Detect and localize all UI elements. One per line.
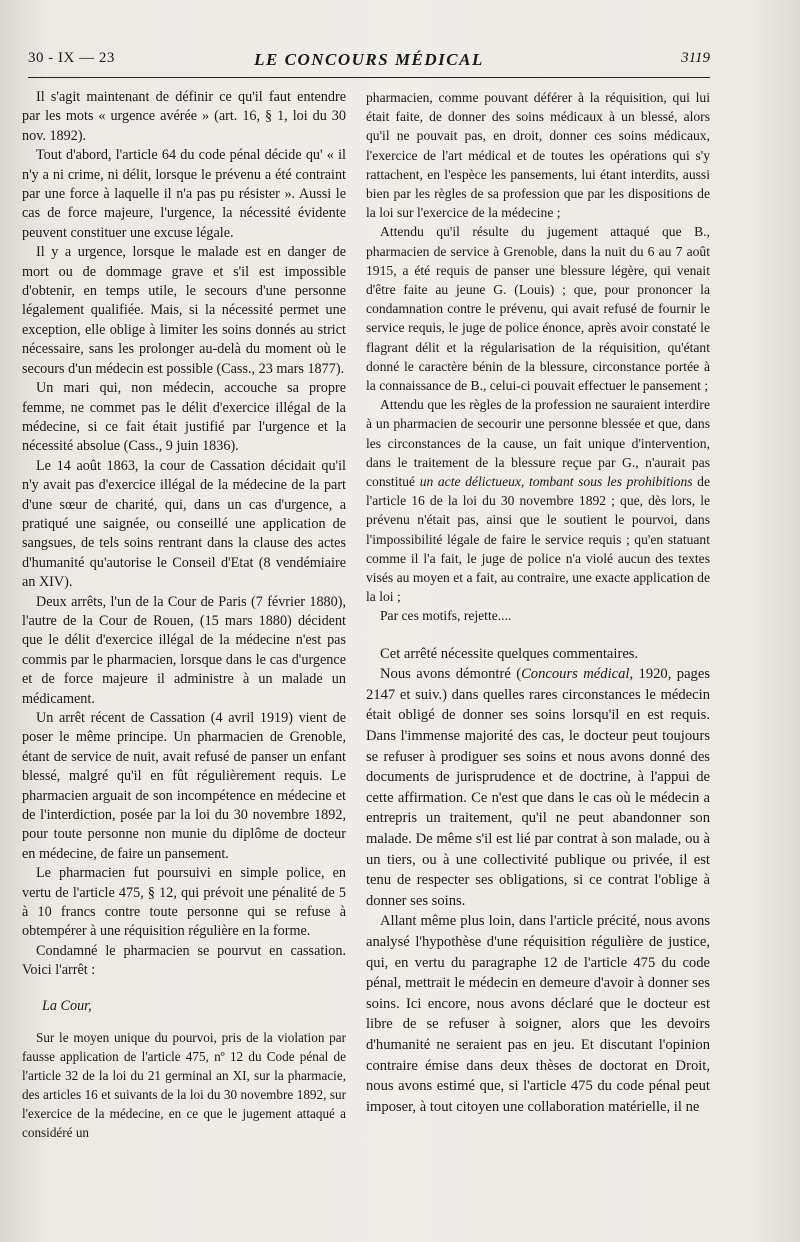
judgment-text: Sur le moyen unique du pourvoi, pris de la violation par fausse application de l'article 475, nº 12 du Code pénal de l'article 32 de la loi du 21 germinal an XI, sur la pharmacie, des articles 16 et suivants de la loi du 30 novembre 1892, sur l'exercice de la médecine, en ce que le jugement attaqué a considéré un — [22, 1030, 346, 1141]
paragraph: Il s'agit maintenant de définir ce qu'il faut entendre par les mots « urgence avérée » (art. 16, § 1, loi du 30 nov. 1892). — [22, 89, 346, 144]
commentary-text: , 1920, pages 2147 et suiv.) dans quelles rares circonstances le médecin était obligé de donner ses soins lorsqu'il en est requis. Dans l'immense majorité des cas, le docteur peut toujours se refuser à prodiguer ses soins et nous avons donné des documents de jurisprudence et de doctrine, à l'appui de cette affirmation. Ce n'est que dans le cas où le médecin a entrepris un traitement, qu'il ne peut abandonner son malade. De même s'il est lié par contrat à son malade, ou à un tiers, ou à une collectivité publique ou privée, il est tenu de respecter ses obligations, si ce contrat l'oblige à donner ses soins. — [366, 666, 710, 909]
left-column — [22, 88, 346, 1142]
judgment-closing: Par ces motifs, rejette.... — [380, 608, 512, 624]
page-header — [28, 50, 710, 74]
commentary-paragraph — [366, 664, 710, 911]
right-column — [366, 88, 710, 1117]
judgment-paragraph — [366, 395, 710, 606]
issue-number: 30 - IX — 23 — [28, 50, 115, 66]
journal-title: LE CONCOURS MÉDICAL — [254, 50, 484, 69]
commentary-paragraph: Cet arrêté nécessite quelques commentaires. — [380, 645, 639, 662]
paragraph: Le 14 août 1863, la cour de Cassation décidait qu'il n'y avait pas d'exercice illégal de la médecine de la part d'une sœur de charité, qui, dans un cas d'urgence, a pratiqué une saignée, ou conseillé une application de sangsues, de tels soins rentrant dans la clause des actes d'humanité qu'autorise le Conseil d'Etat (8 vendémiaire an XIV). — [22, 457, 346, 591]
judgment-text: Attendu que les règles de la profession ne sauraient interdire à un pharmacien de secourir une personne blessée et que, dans les circonstances de la cause, un fait unique d'intervention, dans le traitement de la blessure reçue par G., n'aurait pas constitué — [366, 397, 710, 490]
commentary-text: Nous avons démontré ( — [380, 666, 522, 683]
page-number: 3119 — [681, 50, 710, 66]
court-heading: La Cour, — [42, 997, 92, 1014]
paragraph: Un mari qui, non médecin, accouche sa propre femme, ne commet pas le délit d'exercice illégal de la médecine, si ce fait était justifié par l'urgence et la nécessité absolue (Cass., 9 juin 1836). — [22, 380, 346, 455]
judgment-paragraph: pharmacien, comme pouvant déférer à la réquisition, qui lui était faite, de donner des soins médicaux à un blessé, alors qu'il ne pouvait pas, en droit, donner ces soins médicaux, l'exercice de l'art médical et de toutes les opérations qui s'y rattachent, en l'espèce les pansements, lui étant interdits, aussi bien par les règles de sa profession que par les dispositions de la loi sur l'exercice de la médecine ; — [366, 90, 710, 221]
header-rule — [28, 77, 710, 78]
judgment-text: de l'article 16 de la loi du 30 novembre 1892 ; que, dès lors, le prévenu n'était pas, ainsi que le soutient le pourvoi, dans l'impossibilité légale de faire le service requis ; qu'en statuant comme il l'a fait, le juge de police n'a violé aucun des textes visés au moyen et a fait, au contraire, une exacte application de la loi ; — [366, 474, 710, 605]
judgment-paragraph: Attendu qu'il résulte du jugement attaqué que B., pharmacien de service à Grenoble, dans la nuit du 6 au 7 août 1915, a été requis de panser une blessure légère, qui venait d'être faite au jeune G. (Louis) ; que, pour prononcer la condamnation contre le prévenu, qui avait refusé de fournir le service requis, le juge de police énonce, après avoir constaté le flagrant délit et la régularisation de la réquisition, qu'étant donné le caractère bénin de la blessure, circonstance portée à la connaissance de B., celui-ci pouvait effectuer le pansement ; — [366, 224, 710, 394]
paragraph: Deux arrêts, l'un de la Cour de Paris (7 février 1880), l'autre de la Cour de Rouen, (15 mars 1880) décident que le délit d'exercice illégal de la médecine n'est pas commis par le pharmacien, lorsque dans le cas d'urgence et de force majeure il administre à un malade un médicament. — [22, 593, 346, 707]
paragraph: Le pharmacien fut poursuivi en simple police, en vertu de l'article 475, § 12, qui prévoit une pénalité de 5 à 10 francs contre toute personne qui se refuse à obtempérer à une réquisition régulière en la forme. — [22, 865, 346, 940]
journal-citation: Concours médical — [521, 666, 630, 683]
paragraph: Il y a urgence, lorsque le malade est en danger de mort ou de dommage grave et s'il est impossible d'obtenir, en temps utile, le secours d'une personne légalement qualifiée. Mais, si la nécessité permet une exception, elle oblige à limiter les soins donnés au strict nécessaire, sans les prolonger au-delà du moment où le secours d'un médecin est possible (Cass., 23 mars 1877). — [22, 244, 346, 377]
commentary-paragraph: Allant même plus loin, dans l'article précité, nous avons analysé l'hypothèse d'une réquisition régulière de justice, qui, en vertu du paragraphe 12 de l'article 475 du code pénal, mettrait le médecin en demeure d'avoir à donner ses soins. Ici encore, nous avons déclaré que le docteur est libre de se refuser à soigner, alors que les devoirs d'humanité ne seraient pas en jeu. Et discutant l'opinion contraire émise dans deux thèses de doctorat en Droit, nous avons estimé que, si l'article 475 du code pénal peut imposer, à tout citoyen une collaboration matérielle, il ne — [366, 913, 710, 1115]
paragraph: Un arrêt récent de Cassation (4 avril 1919) vient de poser le même principe. Un pharmacien de Grenoble, étant de service de nuit, avait refusé de panser un enfant blessé, malgré qu'il en fût régulièrement requis. Le pharmacien arguait de son incompétence en médecine et de l'interdiction, posée par la loi du 30 novembre 1892, pour toute personne non munie du diplôme de docteur en médecine, de faire un pansement. — [22, 710, 346, 862]
paragraph: Tout d'abord, l'article 64 du code pénal décide qu' « il n'y a ni crime, ni délit, lorsque le prévenu a été contraint par une force à laquelle il n'a pas pu résister ». Aussi le cas de force majeure, l'urgence, la nécessité évidente peuvent constituer une excuse légale. — [22, 147, 346, 241]
judgment-emphasis: un acte délictueux, tombant sous les prohibitions — [419, 474, 693, 490]
paragraph: Condamné le pharmacien se pourvut en cassation. Voici l'arrêt : — [22, 942, 346, 979]
